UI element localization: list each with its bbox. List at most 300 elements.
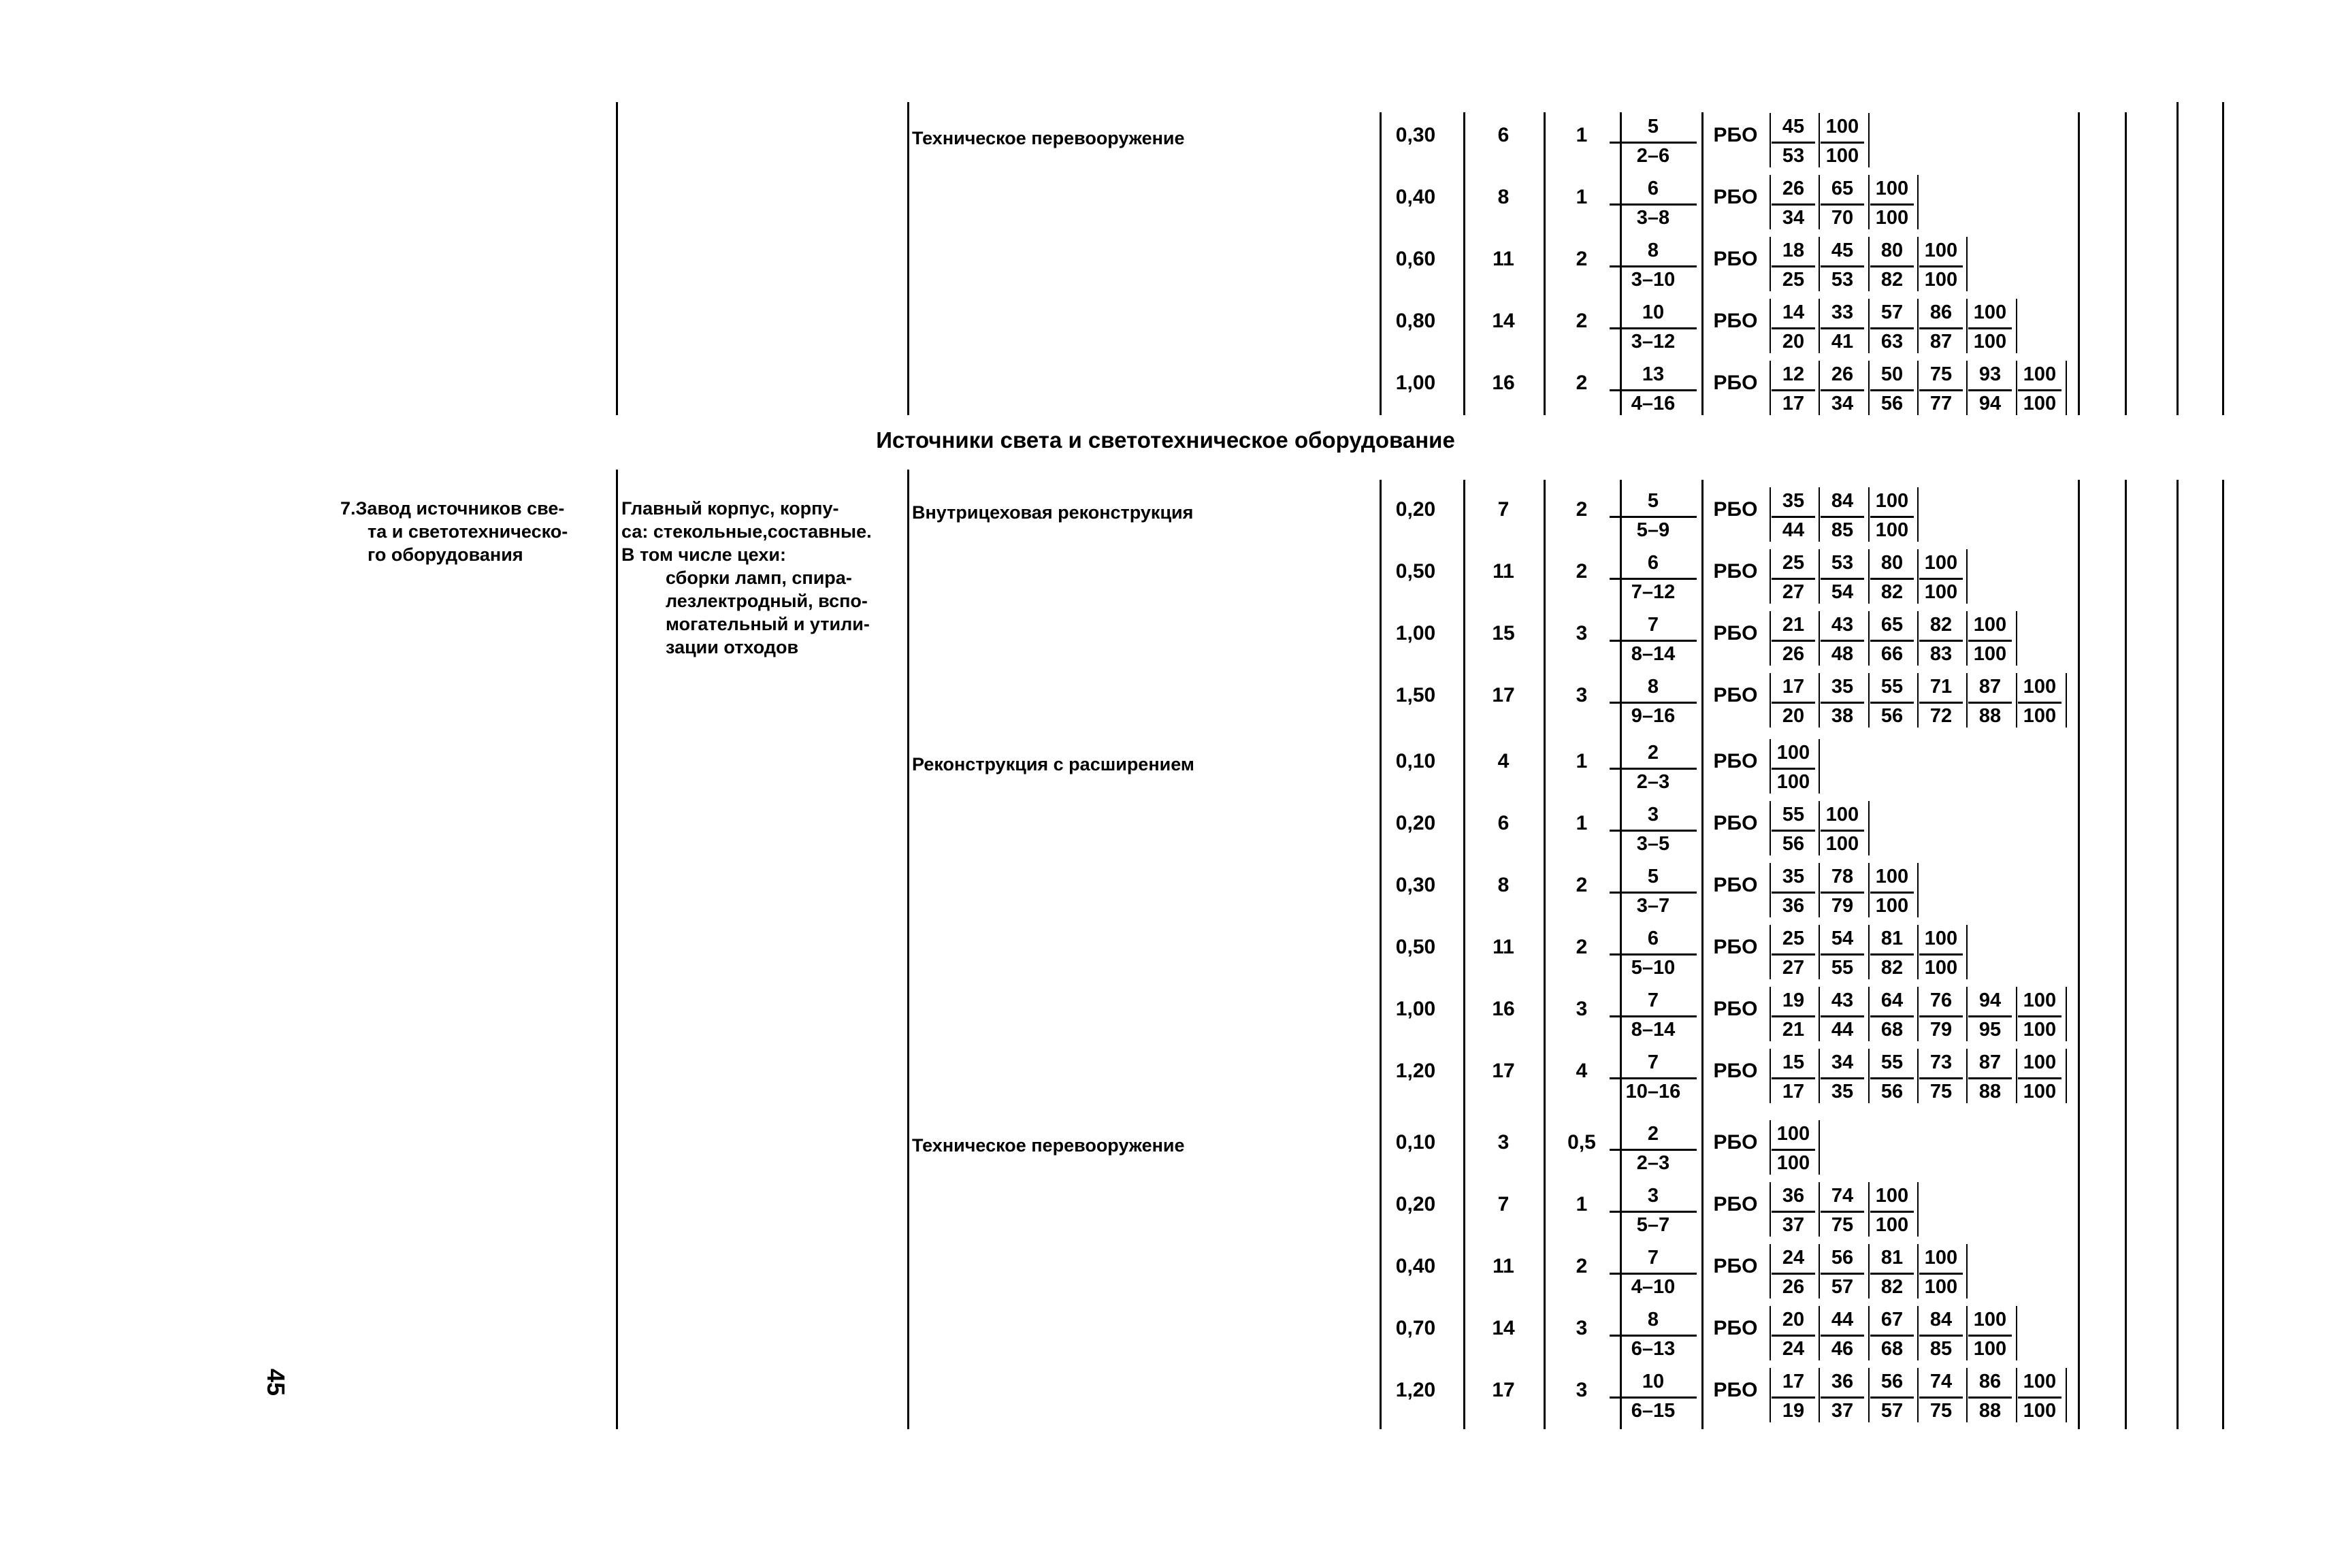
cell-separator <box>1966 361 1968 415</box>
cell-numerator: 35 <box>1831 676 1854 698</box>
cell-numerator: 80 <box>1880 240 1904 261</box>
cell-separator <box>1917 925 1919 979</box>
cell-numerator: 87 <box>1978 676 2002 698</box>
stage-fraction-cell <box>1968 988 2012 1040</box>
cell-denominator: 56 <box>1870 702 1914 728</box>
cell-numerator: 100 <box>1924 1247 1958 1269</box>
duration-fraction <box>1610 1183 1697 1235</box>
fraction-denominator: 3–8 <box>1610 203 1697 230</box>
stage-fraction-cell <box>1870 176 1914 228</box>
cell-separator <box>1917 1244 1919 1298</box>
duration-fraction <box>1610 1245 1697 1297</box>
fraction-numerator: 5 <box>1647 490 1659 512</box>
contractor-code: РБО <box>1713 1255 1758 1277</box>
cell-numerator: 34 <box>1831 1051 1854 1073</box>
cell-numerator: 80 <box>1880 552 1904 574</box>
stage-fraction-cell <box>1821 238 1864 290</box>
column-rule <box>907 102 909 415</box>
stage-fraction-cell <box>1870 674 1914 726</box>
stage-fraction-cell <box>1772 551 1815 602</box>
cell-separator <box>1770 175 1771 229</box>
workshops-line: В том числе цехи: <box>621 544 786 565</box>
cell-numerator: 82 <box>1929 614 1953 636</box>
cell-numerator: 100 <box>2023 990 2057 1011</box>
stage-fraction-cell <box>1772 1122 1815 1173</box>
cell-numerator: 100 <box>1776 742 1810 764</box>
cell-numerator: 84 <box>1831 490 1854 512</box>
stage-fraction-cell <box>1870 238 1914 290</box>
column-rule <box>2078 480 2080 1429</box>
stage-fraction-cell <box>1870 362 1914 414</box>
capacity-value: 0,50 <box>1395 560 1436 583</box>
cell-numerator: 45 <box>1782 116 1805 137</box>
column-rule <box>907 470 909 1429</box>
cell-separator <box>1917 611 1919 666</box>
cell-numerator: 36 <box>1782 1185 1805 1207</box>
contractor-code: РБО <box>1713 498 1758 521</box>
workshops-line: могательный и утили- <box>666 614 870 634</box>
period-years: 2 <box>1576 498 1588 521</box>
cell-denominator: 75 <box>1821 1211 1864 1237</box>
cell-separator <box>2016 673 2017 728</box>
staff-count: 17 <box>1492 1379 1515 1401</box>
duration-fraction <box>1610 1122 1697 1173</box>
cell-numerator: 100 <box>1875 490 1909 512</box>
stage-fraction-cell <box>1821 1307 1864 1359</box>
stage-fraction-cell <box>1821 988 1864 1040</box>
stage-fraction-cell <box>1821 551 1864 602</box>
cell-denominator: 100 <box>1919 265 1963 292</box>
cell-numerator: 100 <box>1973 614 2007 636</box>
stage-fraction-cell <box>1870 551 1914 602</box>
cell-separator <box>1868 361 1870 415</box>
stage-fraction-cell <box>1821 300 1864 352</box>
cell-numerator: 94 <box>1978 990 2002 1011</box>
cell-denominator: 82 <box>1870 1273 1914 1299</box>
stage-fraction-cell <box>1968 674 2012 726</box>
cell-denominator: 70 <box>1821 203 1864 230</box>
stage-fraction-cell <box>1772 864 1815 916</box>
capacity-value: 0,30 <box>1395 124 1436 146</box>
capacity-value: 1,50 <box>1395 684 1436 706</box>
fraction-numerator: 7 <box>1647 990 1659 1011</box>
cell-separator <box>1770 863 1771 917</box>
cell-denominator: 88 <box>1968 1396 2012 1423</box>
contractor-code: РБО <box>1713 622 1758 644</box>
cell-denominator: 85 <box>1821 516 1864 542</box>
fraction-numerator: 6 <box>1647 178 1659 199</box>
cell-denominator: 26 <box>1772 640 1815 666</box>
cell-separator <box>1917 1368 1919 1422</box>
capacity-value: 1,20 <box>1395 1060 1436 1082</box>
stage-fraction-cell <box>1919 612 1963 664</box>
cell-numerator: 50 <box>1880 363 1904 385</box>
period-years: 3 <box>1576 1379 1588 1401</box>
cell-separator <box>2016 1306 2017 1360</box>
cell-separator <box>1819 237 1820 291</box>
cell-numerator: 14 <box>1782 301 1805 323</box>
stage-fraction-cell <box>1821 802 1864 854</box>
cell-numerator: 56 <box>1831 1247 1854 1269</box>
fraction-denominator: 5–7 <box>1610 1211 1697 1237</box>
stage-fraction-cell <box>1772 1183 1815 1235</box>
period-years: 3 <box>1576 1317 1588 1339</box>
stage-fraction-cell <box>1821 362 1864 414</box>
stage-fraction-cell <box>1772 1245 1815 1297</box>
stage-fraction-cell <box>1968 612 2012 664</box>
stage-fraction-cell <box>1821 1245 1864 1297</box>
duration-fraction <box>1610 612 1697 664</box>
cell-numerator: 81 <box>1880 1247 1904 1269</box>
cell-separator <box>1770 113 1771 167</box>
fraction-denominator: 4–10 <box>1610 1273 1697 1299</box>
stage-fraction-cell <box>1968 1050 2012 1102</box>
cell-separator <box>1868 673 1870 728</box>
cell-numerator: 74 <box>1831 1185 1854 1207</box>
cell-denominator: 17 <box>1772 1077 1815 1104</box>
duration-fraction <box>1610 114 1697 166</box>
stage-fraction-cell <box>1919 1050 1963 1102</box>
cell-numerator: 55 <box>1880 1051 1904 1073</box>
contractor-code: РБО <box>1713 372 1758 394</box>
cell-denominator: 83 <box>1919 640 1963 666</box>
cell-denominator: 95 <box>1968 1015 2012 1042</box>
cell-denominator: 100 <box>2018 1077 2061 1104</box>
cell-numerator: 44 <box>1831 1309 1854 1330</box>
cell-denominator: 100 <box>1968 1335 2012 1361</box>
capacity-value: 0,80 <box>1395 310 1436 332</box>
contractor-code: РБО <box>1713 248 1758 270</box>
staff-count: 11 <box>1493 1255 1514 1277</box>
cell-separator <box>1917 863 1919 917</box>
cell-numerator: 26 <box>1782 178 1805 199</box>
cell-numerator: 76 <box>1929 990 1953 1011</box>
cell-numerator: 35 <box>1782 866 1805 887</box>
cell-denominator: 100 <box>2018 1396 2061 1423</box>
period-years: 2 <box>1576 874 1588 896</box>
period-years: 1 <box>1576 124 1588 146</box>
stage-fraction-cell <box>1821 489 1864 540</box>
stage-fraction-cell <box>1821 1050 1864 1102</box>
column-rule <box>2125 480 2127 1429</box>
fraction-denominator: 2–6 <box>1610 142 1697 168</box>
cell-separator <box>1819 1182 1820 1237</box>
contractor-code: РБО <box>1713 684 1758 706</box>
stage-fraction-cell <box>1919 300 1963 352</box>
stage-fraction-cell <box>1870 489 1914 540</box>
fraction-denominator: 3–12 <box>1610 327 1697 354</box>
cell-denominator: 56 <box>1870 1077 1914 1104</box>
fraction-numerator: 8 <box>1647 676 1659 698</box>
cell-separator <box>1770 1306 1771 1360</box>
cell-separator <box>1819 1368 1820 1422</box>
cell-denominator: 44 <box>1772 516 1815 542</box>
cell-numerator: 12 <box>1782 363 1805 385</box>
cell-denominator: 27 <box>1772 953 1815 980</box>
cell-separator <box>1966 1368 1968 1422</box>
cell-separator <box>1868 925 1870 979</box>
cell-denominator: 46 <box>1821 1335 1864 1361</box>
stage-fraction-cell <box>1870 1369 1914 1421</box>
cell-denominator: 55 <box>1821 953 1864 980</box>
cell-separator <box>2066 987 2067 1041</box>
duration-fraction <box>1610 176 1697 228</box>
cell-separator <box>1819 739 1820 794</box>
stage-fraction-cell <box>1772 489 1815 540</box>
cell-numerator: 67 <box>1880 1309 1904 1330</box>
staff-count: 17 <box>1492 1060 1515 1082</box>
stage-fraction-cell <box>1772 300 1815 352</box>
cell-separator <box>1917 1306 1919 1360</box>
cell-numerator: 19 <box>1782 990 1805 1011</box>
cell-denominator: 94 <box>1968 389 2012 416</box>
stage-fraction-cell <box>1919 1245 1963 1297</box>
cell-separator <box>1770 1120 1771 1175</box>
cell-separator <box>1868 113 1870 167</box>
cell-denominator: 88 <box>1968 702 2012 728</box>
column-rule <box>2177 480 2179 1429</box>
reconstruction-type-label: Реконструкция с расширением <box>912 754 1194 774</box>
stage-fraction-cell <box>1870 1307 1914 1359</box>
cell-separator <box>1868 237 1870 291</box>
fraction-numerator: 2 <box>1647 742 1659 764</box>
capacity-value: 0,60 <box>1395 248 1436 270</box>
period-years: 2 <box>1576 936 1588 958</box>
cell-separator <box>1770 1049 1771 1103</box>
fraction-denominator: 5–10 <box>1610 953 1697 980</box>
cell-numerator: 100 <box>2023 1371 2057 1392</box>
column-rule <box>2125 112 2127 415</box>
stage-fraction-cell <box>1870 612 1914 664</box>
cell-denominator: 19 <box>1772 1396 1815 1423</box>
staff-count: 14 <box>1492 310 1515 332</box>
stage-fraction-cell <box>1821 612 1864 664</box>
duration-fraction <box>1610 300 1697 352</box>
cell-numerator: 55 <box>1880 676 1904 698</box>
cell-separator <box>1819 549 1820 604</box>
fraction-numerator: 10 <box>1642 301 1665 323</box>
staff-count: 15 <box>1492 622 1515 644</box>
cell-separator <box>1770 237 1771 291</box>
staff-count: 11 <box>1493 560 1514 583</box>
cell-separator <box>1966 673 1968 728</box>
period-years: 0,5 <box>1567 1131 1596 1154</box>
cell-denominator: 56 <box>1870 389 1914 416</box>
workshops-line: са: стекольные,составные. <box>621 521 872 542</box>
cell-separator <box>1868 801 1870 855</box>
cell-numerator: 84 <box>1929 1309 1953 1330</box>
cell-denominator: 53 <box>1772 142 1815 168</box>
cell-denominator: 27 <box>1772 578 1815 604</box>
cell-denominator: 100 <box>1772 1149 1815 1175</box>
capacity-value: 1,00 <box>1395 998 1436 1020</box>
cell-numerator: 45 <box>1831 240 1854 261</box>
contractor-code: РБО <box>1713 1131 1758 1154</box>
cell-separator <box>1819 863 1820 917</box>
period-years: 1 <box>1576 186 1588 208</box>
cell-separator <box>2066 361 2067 415</box>
cell-denominator: 85 <box>1919 1335 1963 1361</box>
duration-fraction <box>1610 740 1697 792</box>
staff-count: 6 <box>1497 124 1510 146</box>
cell-separator <box>1819 175 1820 229</box>
cell-separator <box>2066 673 2067 728</box>
cell-denominator: 100 <box>2018 702 2061 728</box>
cell-denominator: 20 <box>1772 702 1815 728</box>
stage-fraction-cell <box>1919 988 1963 1040</box>
workshops-line: зации отходов <box>666 637 799 657</box>
fraction-numerator: 13 <box>1642 363 1665 385</box>
stage-fraction-cell <box>1772 362 1815 414</box>
workshops-description <box>621 497 894 659</box>
cell-separator <box>1966 611 1968 666</box>
cell-separator <box>1770 1368 1771 1422</box>
cell-separator <box>1868 549 1870 604</box>
stage-fraction-cell <box>1821 926 1864 978</box>
duration-fraction <box>1610 802 1697 854</box>
cell-numerator: 100 <box>2023 1051 2057 1073</box>
cell-denominator: 24 <box>1772 1335 1815 1361</box>
cell-denominator: 56 <box>1772 830 1815 856</box>
contractor-code: РБО <box>1713 998 1758 1020</box>
duration-fraction <box>1610 238 1697 290</box>
capacity-value: 0,30 <box>1395 874 1436 896</box>
staff-count: 4 <box>1497 750 1510 772</box>
cell-numerator: 15 <box>1782 1051 1805 1073</box>
reconstruction-type-label: Техническое перевооружение <box>912 128 1185 148</box>
capacity-value: 0,10 <box>1395 750 1436 772</box>
cell-separator <box>2066 1049 2067 1103</box>
cell-numerator: 93 <box>1978 363 2002 385</box>
cell-separator <box>1819 1120 1820 1175</box>
cell-separator <box>1966 1306 1968 1360</box>
cell-separator <box>1868 987 1870 1041</box>
cell-separator <box>1917 299 1919 353</box>
capacity-value: 1,20 <box>1395 1379 1436 1401</box>
duration-fraction <box>1610 489 1697 540</box>
period-years: 2 <box>1576 372 1588 394</box>
contractor-code: РБО <box>1713 1193 1758 1215</box>
cell-denominator: 75 <box>1919 1077 1963 1104</box>
cell-separator <box>1819 1244 1820 1298</box>
cell-separator <box>1770 1244 1771 1298</box>
cell-separator <box>1917 175 1919 229</box>
capacity-value: 0,50 <box>1395 936 1436 958</box>
staff-count: 17 <box>1492 684 1515 706</box>
fraction-numerator: 2 <box>1647 1123 1659 1145</box>
cell-denominator: 82 <box>1870 578 1914 604</box>
staff-count: 8 <box>1497 186 1510 208</box>
fraction-numerator: 5 <box>1647 866 1659 887</box>
column-rule <box>2222 480 2224 1429</box>
cell-denominator: 68 <box>1870 1015 1914 1042</box>
cell-denominator: 63 <box>1870 327 1914 354</box>
cell-numerator: 74 <box>1929 1371 1953 1392</box>
cell-denominator: 88 <box>1968 1077 2012 1104</box>
contractor-code: РБО <box>1713 874 1758 896</box>
staff-count: 8 <box>1497 874 1510 896</box>
cell-numerator: 56 <box>1880 1371 1904 1392</box>
cell-denominator: 26 <box>1772 1273 1815 1299</box>
column-rule <box>2177 102 2179 415</box>
fraction-numerator: 7 <box>1647 614 1659 636</box>
fraction-denominator: 4–16 <box>1610 389 1697 416</box>
cell-separator <box>1770 1182 1771 1237</box>
contractor-code: РБО <box>1713 310 1758 332</box>
cell-denominator: 57 <box>1870 1396 1914 1423</box>
cell-numerator: 43 <box>1831 614 1854 636</box>
stage-fraction-cell <box>1870 1183 1914 1235</box>
cell-denominator: 25 <box>1772 265 1815 292</box>
stage-fraction-cell <box>1968 300 2012 352</box>
fraction-denominator: 3–5 <box>1610 830 1697 856</box>
cell-numerator: 35 <box>1782 490 1805 512</box>
cell-denominator: 37 <box>1821 1396 1864 1423</box>
stage-fraction-cell <box>1919 1369 1963 1421</box>
capacity-value: 0,10 <box>1395 1131 1436 1154</box>
cell-separator <box>1917 673 1919 728</box>
cell-separator <box>1770 611 1771 666</box>
staff-count: 11 <box>1493 248 1514 270</box>
duration-fraction <box>1610 551 1697 602</box>
cell-separator <box>1966 925 1968 979</box>
cell-numerator: 25 <box>1782 928 1805 949</box>
reconstruction-type-label: Внутрицеховая реконструкция <box>912 502 1194 523</box>
cell-separator <box>1966 1049 1968 1103</box>
duration-fraction <box>1610 1307 1697 1359</box>
cell-denominator: 34 <box>1821 389 1864 416</box>
cell-numerator: 86 <box>1929 301 1953 323</box>
cell-separator <box>1770 299 1771 353</box>
cell-denominator: 82 <box>1870 953 1914 980</box>
staff-count: 3 <box>1497 1131 1510 1154</box>
cell-separator <box>1868 1182 1870 1237</box>
period-years: 2 <box>1576 560 1588 583</box>
contractor-code: РБО <box>1713 1317 1758 1339</box>
cell-separator <box>1770 549 1771 604</box>
cell-separator <box>1917 987 1919 1041</box>
contractor-code: РБО <box>1713 936 1758 958</box>
stage-fraction-cell <box>1919 238 1963 290</box>
fraction-numerator: 6 <box>1647 552 1659 574</box>
stage-fraction-cell <box>1919 1307 1963 1359</box>
stage-fraction-cell <box>1772 1369 1815 1421</box>
cell-denominator: 36 <box>1772 892 1815 918</box>
stage-fraction-cell <box>1968 1307 2012 1359</box>
cell-numerator: 100 <box>1875 1185 1909 1207</box>
stage-fraction-cell <box>1870 1050 1914 1102</box>
cell-numerator: 87 <box>1978 1051 2002 1073</box>
cell-denominator: 44 <box>1821 1015 1864 1042</box>
cell-numerator: 43 <box>1831 990 1854 1011</box>
cell-separator <box>1868 1368 1870 1422</box>
cell-separator <box>1819 299 1820 353</box>
cell-denominator: 68 <box>1870 1335 1914 1361</box>
fraction-denominator: 3–7 <box>1610 892 1697 918</box>
column-rule <box>2078 112 2080 415</box>
cell-denominator: 100 <box>1870 516 1914 542</box>
stage-fraction-cell <box>1968 1369 2012 1421</box>
fraction-numerator: 7 <box>1647 1247 1659 1269</box>
staff-count: 7 <box>1497 498 1510 521</box>
period-years: 3 <box>1576 622 1588 644</box>
cell-denominator: 72 <box>1919 702 1963 728</box>
cell-denominator: 87 <box>1919 327 1963 354</box>
cell-denominator: 100 <box>1821 830 1864 856</box>
cell-numerator: 100 <box>1924 552 1958 574</box>
fraction-numerator: 3 <box>1647 804 1659 826</box>
cell-numerator: 71 <box>1929 676 1953 698</box>
